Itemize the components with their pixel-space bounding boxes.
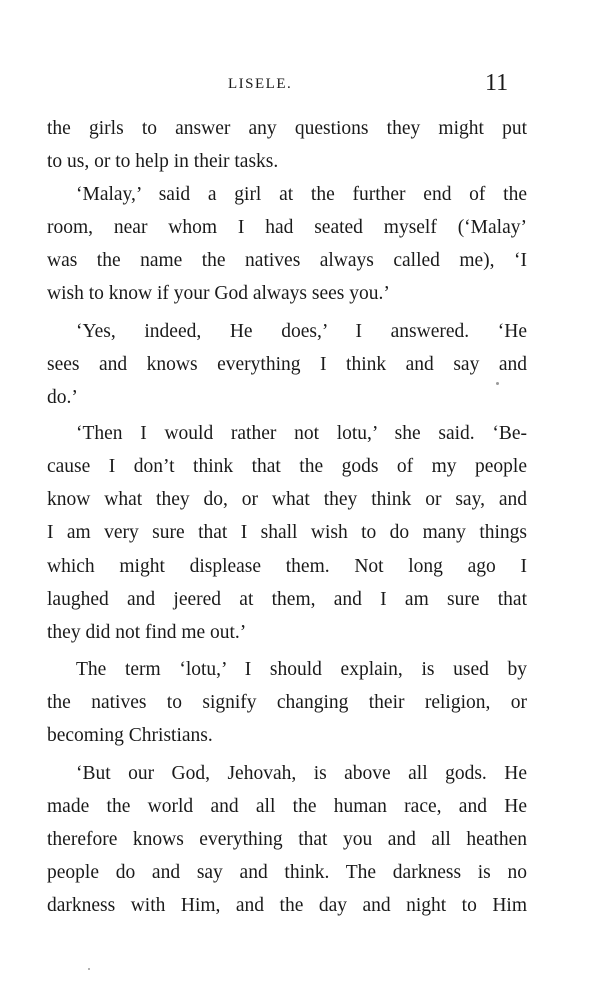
text-line: people do and say and think. The darkness is no — [47, 862, 527, 883]
text-line: becoming Christians. — [47, 725, 213, 746]
running-title: LISELE. — [228, 76, 293, 92]
text-line: to us, or to help in their tasks. — [47, 151, 279, 172]
paper-speck — [88, 968, 90, 970]
page-header — [0, 72, 595, 102]
text-line: ‘Yes, indeed, He does,’ I answered. ‘He — [76, 321, 527, 342]
text-line: cause I don’t think that the gods of my people — [47, 456, 527, 477]
text-line: made the world and all the human race, and He — [47, 796, 527, 817]
text-line: the girls to answer any questions they might put — [47, 118, 527, 139]
text-line: know what they do, or what they think or say, and — [47, 489, 527, 510]
text-line: wish to know if your God always sees you.’ — [47, 283, 390, 304]
text-line: The term ‘lotu,’ I should explain, is used by — [76, 659, 527, 680]
text-line: room, near whom I had seated myself (‘Malay’ — [47, 217, 527, 238]
paper-speck — [496, 382, 499, 385]
text-line: sees and knows everything I think and say and — [47, 354, 527, 375]
text-line: I am very sure that I shall wish to do many things — [47, 522, 527, 543]
page-number: 11 — [485, 70, 509, 96]
text-line: ‘Malay,’ said a girl at the further end of the — [76, 184, 527, 205]
text-line: ‘But our God, Jehovah, is above all gods. He — [76, 763, 527, 784]
text-line: was the name the natives always called me), ‘I — [47, 250, 527, 271]
text-line: therefore knows everything that you and all heathen — [47, 829, 527, 850]
text-line: they did not find me out.’ — [47, 622, 247, 643]
text-line: do.’ — [47, 387, 78, 408]
text-line: laughed and jeered at them, and I am sure that — [47, 589, 527, 610]
text-line: which might displease them. Not long ago I — [47, 556, 527, 577]
text-line: the natives to signify changing their religion, or — [47, 692, 527, 713]
text-line: ‘Then I would rather not lotu,’ she said. ‘Be- — [76, 423, 527, 444]
text-line: darkness with Him, and the day and night to Him — [47, 895, 527, 916]
